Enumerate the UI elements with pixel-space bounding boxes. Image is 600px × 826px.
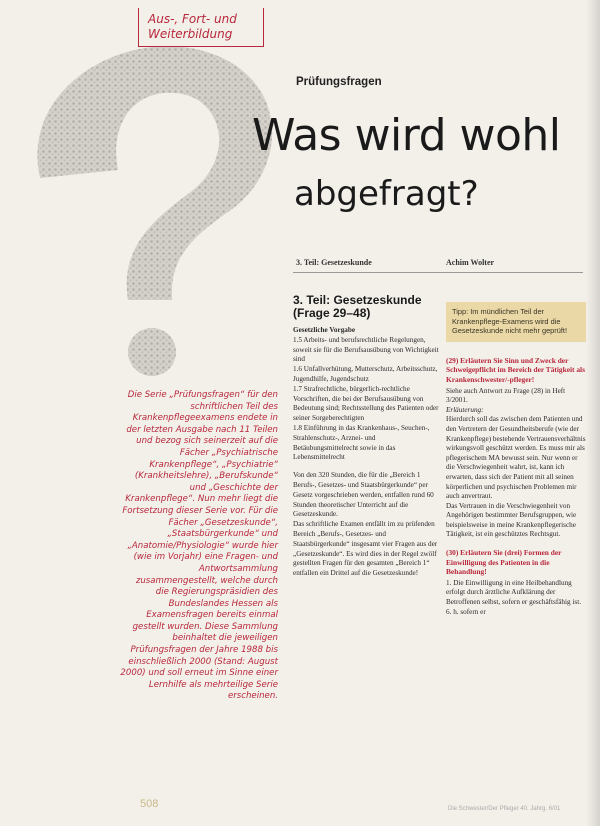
reference-note: Siehe auch Antwort zu Frage (28) in Heft 3/2001. [446,386,566,405]
answer-paragraph: 1. Die Einwilligung in eine Heilbehandlung erfolgt durch ärztliche Aufklärung der Betroffenen selbst, sofern er geschäftsfähig ist. 6. h. sofern er [446,578,581,616]
question-30: (30) Erläutern Sie (drei) Formen der Einwilligung des Patienten in die Behandlung! [446,548,562,577]
list-item: 1.7 Strafrechtliche, bürgerlich-rechtliche Vorschriften, die bei der Berufsausübung von Bedeutung sind; Rechtsstellung des Patienten oder seiner Sorgeberechtigten [293,384,439,423]
answer-paragraph: Das Vertrauen in die Verschwiegenheit von Angehörigen bestimmter Berufsgruppen, wie beispielsweise in meine Krankenpflegerische Tätigkeit, ist ein geschütztes Rechtsgut. [446,501,577,539]
subheading: Gesetzliche Vorgabe [293,326,356,334]
divider [293,272,583,273]
page-title-line1: Was wird wohl [252,110,561,161]
body-paragraph: Das schriftliche Examen entfällt im zu prüfenden Bereich „Berufs-, Gesetzes- und Staatsbürgerkunde“ insgesamt vier Fragen aus der „Gesetzeskunde“. Es wird dies in der Regel zwölf gestellten Fragen für den gesamten „Bereich 1“ entfallen ein Drittel auf die Gesetzeskunde! [293,520,438,578]
footer-text: Die Schwester/Der Pfleger 40. Jahrg. 6/01 [448,806,561,812]
running-head-author: Achim Wolter [446,258,495,267]
question-29: (29) Erläutern Sie Sinn und Zweck der Schweigepflicht im Bereich der Tätigkeit als Krankenschwester/-pfleger! [446,355,585,384]
list-item: 1.6 Unfallverhütung, Mutterschutz, Arbeitsschutz, Jugendhilfe, Jugendschutz [293,365,438,383]
right-column [446,302,586,617]
tip-box: Tipp: Im mündlichen Teil der Krankenpflege-Examens wird die Gesetzeskunde nicht mehr geprüft! [446,302,586,342]
scan-edge-shadow [586,0,600,826]
intro-text: Die Serie „Prüfungsfragen“ für den schriftlichen Teil des Krankenpflegeexamens endete in der letzten Ausgabe nach 11 Teilen und bezog sich seinerzeit auf die Fächer „Psychiatrische Krankenpflege“, „Psychiatrie“ (Krankheitslehre), „Berufskunde“ und „Geschichte der Krankenpflege“. Nun mehr liegt die Fortsetzung dieser Serie vor. Für die Fächer „Gesetzeskunde“, „Staatsbürgerkunde“ und „Anatomie/Physiologie“ wurde hier (wie im Vorjahr) eine Fragen- und Antwortsammlung zusammengestellt, welche durch die Regierungspräsidien des Bundeslandes Hessen als Examensfragen bereits einmal gestellt wurden. Diese Sammlung beinhaltet die jeweiligen Prüfungsfragen der Jahre 1988 bis einschließlich 2000 (Stand: August 2000) und soll erneut im Sinne einer Lernhilfe als mehrteilige Serie erscheinen. [120,390,278,702]
question-mark-graphic [0,0,280,400]
running-head-topic: 3. Teil: Gesetzeskunde [296,258,372,267]
section-header-line1: Aus-, Fort- und [148,12,237,26]
kicker: Prüfungsfragen [296,76,382,88]
list-item: 1.8 Einführung in das Krankenhaus-, Seuchen-, Strahlenschutz-, Arznei- und Betäubungsmittelrecht sowie in das Lebensmittelrecht [293,423,430,462]
part-title: 3. Teil: Gesetzeskunde (Frage 29–48) [293,293,422,320]
page-number: 508 [140,798,159,810]
section-header-line2: Weiterbildung [148,27,233,41]
middle-column [293,294,441,579]
section-header [148,12,237,42]
answer-label: Erläuterung: [446,405,484,414]
body-paragraph: Von den 320 Stunden, die für die „Bereich 1 Berufs-, Gesetzes- und Staatsbürgerkunde“ per Gesetz vorgeschrieben werden, entfallen rund 60 Stunden theoretischer Unterricht auf die Gesetzeskunde. [293,471,434,519]
answer-paragraph: Hierdurch soll das zwischen dem Patienten und den Vertretern der Gesundheitsberufe (wie der Krankenpflege) bestehende Vertrauensverhältnis wirkungsvoll geschützt werden. Es muss mir als pflegerischem MA bewusst sein. Nur wenn er die Verschwiegenheit wahrt, ist, kann ich erwarten, dass sich der Patient mit all seinen körperlichen und psychischen Problemen mir auch anvertraut. [446,415,586,501]
page-title-line2: abgefragt? [294,174,479,214]
list-item: 1.5 Arbeits- und berufsrechtliche Regelungen, soweit sie für die Berufsausübung von Wichtigkeit sind [293,335,439,364]
